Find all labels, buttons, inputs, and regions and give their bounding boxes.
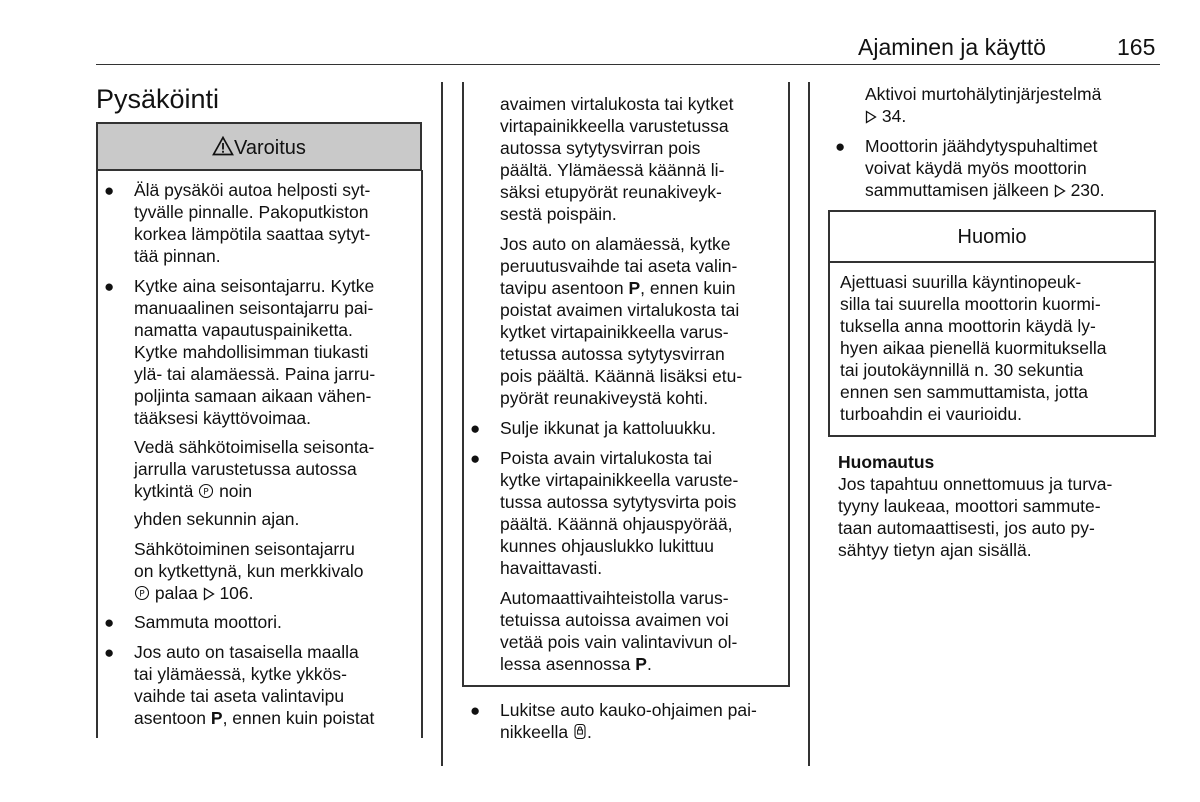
text-line: päältä. Käännä ohjauspyörää,	[500, 514, 733, 534]
text-line: hyen aikaa pienellä kuormituksella	[840, 338, 1107, 358]
text-line: avaimen virtalukosta tai kytket	[500, 94, 734, 114]
bullet: ●	[470, 419, 481, 438]
text-line: turboahdin ei vaurioidu.	[840, 404, 1022, 424]
warning-cont-right-border	[788, 82, 790, 686]
text-line: peruutusvaihde tai aseta valin-	[500, 256, 738, 276]
text-line: tyvälle pinnalle. Pakoputkiston	[134, 202, 369, 222]
text-line: havaittavasti.	[500, 558, 603, 578]
column-divider-2	[808, 82, 810, 766]
warning-title: Varoitus	[234, 137, 306, 159]
text-line: tää pinnan.	[134, 246, 221, 266]
text-line: Kytke mahdollisimman tiukasti	[134, 342, 369, 362]
text-line: sestä poispäin.	[500, 204, 617, 224]
text-line: voivat käydä myös moottorin	[865, 158, 1087, 178]
text-span: sammuttamisen jälkeen	[865, 180, 1049, 200]
page-reference: 106.	[219, 583, 254, 603]
page-reference: 34.	[881, 106, 907, 126]
text-line: poljinta samaan aikaan vähen-	[134, 386, 372, 406]
text-line: pois päältä. Käännä lisäksi etu-	[500, 366, 743, 386]
bullet: ●	[104, 181, 115, 200]
text-line: virtapainikkeella varustetussa	[500, 116, 729, 136]
text-line: tussa autossa sytytysvirta pois	[500, 492, 737, 512]
text-line: tääksesi käyttövoimaa.	[134, 408, 312, 428]
text-span: .	[586, 722, 592, 742]
text-line: yhden sekunnin ajan.	[134, 509, 300, 529]
chapter-title: Ajaminen ja käyttö	[858, 34, 1046, 60]
page-reference-arrow-icon	[865, 110, 877, 124]
text-line	[500, 722, 592, 743]
text-line: vetää pois vain valintavivun ol-	[500, 632, 738, 652]
text-line: vaihde tai aseta valintavipu	[134, 686, 345, 706]
text-line: namatta vapautuspainiketta.	[134, 320, 353, 340]
text-line: Älä pysäköi autoa helposti syt-	[134, 180, 371, 200]
text-line: Aktivoi murtohälytinjärjestelmä	[865, 84, 1102, 104]
text-line: tyyny laukeaa, moottori sammute-	[838, 496, 1101, 516]
text-line: taan automaattisesti, jos auto py-	[838, 518, 1095, 538]
text-line: tetuissa autoissa avaimen voi	[500, 610, 729, 630]
text-line: Sulje ikkunat ja kattoluukku.	[500, 418, 716, 438]
section-title: Pysäköinti	[96, 84, 220, 114]
text-line: Lukitse auto kauko-ohjaimen pai-	[500, 700, 757, 720]
page-reference-arrow-icon	[1054, 184, 1066, 198]
text-line: tai ylämäessä, kytke ykkös-	[134, 664, 347, 684]
svg-text:P: P	[139, 589, 145, 600]
text-line: Jos auto on alamäessä, kytke	[500, 234, 731, 254]
text-span: palaa	[154, 583, 198, 603]
text-line	[134, 583, 254, 604]
parking-brake-icon	[198, 483, 214, 499]
warning-cont-bottom-border	[462, 685, 790, 687]
warning-header-rule	[96, 169, 422, 171]
text-line: Moottorin jäähdytyspuhaltimet	[865, 136, 1098, 156]
text-line: kytket virtapainikkeella varus-	[500, 322, 729, 342]
warning-right-border	[421, 170, 423, 738]
text-line: silla tai suurella moottorin kuormi-	[840, 294, 1101, 314]
text-span: tavipu asentoon	[500, 278, 624, 298]
text-line: päältä. Ylämäessä käännä li-	[500, 160, 725, 180]
header-rule	[96, 64, 1160, 65]
text-line: Sähkötoiminen seisontajarru	[134, 539, 355, 559]
text-line: jarrulla varustetussa autossa	[134, 459, 357, 479]
text-line: Automaattivaihteistolla varus-	[500, 588, 729, 608]
remark-title: Huomautus	[838, 452, 935, 472]
text-line: sähtyy tietyn ajan sisällä.	[838, 540, 1032, 560]
text-line: ennen sen sammuttamista, jotta	[840, 382, 1089, 402]
text-line: tetussa autossa sytytysvirran	[500, 344, 725, 364]
text-line: ylä- tai alamäessä. Paina jarru-	[134, 364, 376, 384]
text-line: Jos tapahtuu onnettomuus ja turva-	[838, 474, 1113, 494]
parking-brake-icon	[134, 585, 150, 601]
text-span: .	[646, 654, 652, 674]
text-line: kytke virtapainikkeella varuste-	[500, 470, 739, 490]
warning-left-border	[96, 170, 98, 738]
text-span: lessa asennossa	[500, 654, 631, 674]
bullet: ●	[104, 277, 115, 296]
text-line: tai joutokäynnillä n. 30 sekuntia	[840, 360, 1084, 380]
bullet: ●	[835, 137, 846, 156]
text-line: Vedä sähkötoimisella seisonta-	[134, 437, 375, 457]
text-line	[134, 708, 374, 729]
text-line: säksi etupyörät reunakiveyk-	[500, 182, 722, 202]
gear-position: P	[628, 278, 641, 298]
text-line: on kytkettynä, kun merkkivalo	[134, 561, 364, 581]
text-span: kytkintä	[134, 481, 194, 501]
gear-position: P	[635, 654, 647, 674]
column-divider-1	[441, 82, 443, 766]
remote-lock-icon	[573, 723, 587, 740]
text-span: , ennen kuin poistat	[222, 708, 375, 728]
page-reference: 230.	[1070, 180, 1105, 200]
text-line	[865, 180, 1105, 201]
svg-text:P: P	[203, 487, 209, 498]
notice-header-rule	[828, 261, 1156, 263]
text-line	[134, 481, 252, 502]
text-line: korkea lämpötila saattaa sytyt-	[134, 224, 371, 244]
text-line	[500, 654, 652, 675]
warning-triangle-icon	[212, 136, 234, 156]
text-line: Kytke aina seisontajarru. Kytke	[134, 276, 375, 296]
text-line: Poista avain virtalukosta tai	[500, 448, 713, 468]
warning-cont-left-border	[462, 82, 464, 686]
bullet: ●	[470, 701, 481, 720]
text-line: Ajettuasi suurilla käyntinopeuk-	[840, 272, 1082, 292]
page-number: 165	[1117, 34, 1156, 60]
text-line: Jos auto on tasaisella maalla	[134, 642, 359, 662]
text-line: tuksella anna moottorin käydä ly-	[840, 316, 1096, 336]
text-line: autossa sytytysvirran pois	[500, 138, 701, 158]
bullet: ●	[470, 449, 481, 468]
text-line	[865, 106, 906, 127]
text-line	[500, 278, 736, 299]
bullet: ●	[104, 643, 115, 662]
text-span: noin	[219, 481, 253, 501]
text-line: manuaalinen seisontajarru pai-	[134, 298, 374, 318]
warning-header	[96, 122, 422, 170]
text-span: nikkeella	[500, 722, 569, 742]
bullet: ●	[104, 613, 115, 632]
text-line: poistat avaimen virtalukosta tai	[500, 300, 740, 320]
page-reference-arrow-icon	[203, 587, 215, 601]
text-line: pyörät reunakiveystä kohti.	[500, 388, 709, 408]
text-span: asentoon	[134, 708, 207, 728]
text-line: Sammuta moottori.	[134, 612, 282, 632]
text-span: , ennen kuin	[640, 278, 736, 298]
notice-title: Huomio	[957, 226, 1027, 248]
gear-position: P	[210, 708, 223, 728]
text-line: kunnes ohjauslukko lukittuu	[500, 536, 715, 556]
